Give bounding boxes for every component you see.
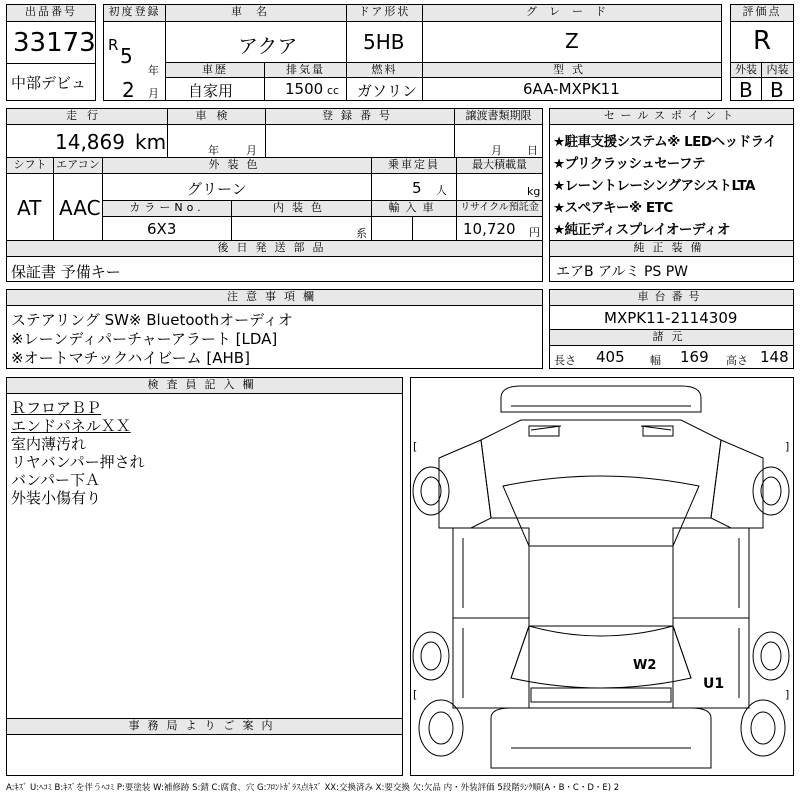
mileage-header: 走行 <box>6 108 168 125</box>
exterior-color-header: 外装色 <box>102 157 372 174</box>
color-number: 6X3 <box>147 220 177 238</box>
reg-month-unit: 月 <box>148 87 159 100</box>
max-load-unit: kg <box>527 185 541 198</box>
import-divider <box>412 216 413 241</box>
later-parts-cell <box>6 256 543 282</box>
int-score-cell <box>761 77 794 101</box>
inspector-line: エンドパネルＸＸ <box>11 417 131 435</box>
shift: AT <box>17 196 42 220</box>
model-header: 型式 <box>422 62 722 78</box>
chassis-number-cell <box>549 305 794 330</box>
shift-header: シフト <box>6 157 54 174</box>
sales-point: ★スペアキー※ ETC <box>553 200 673 216</box>
door-type-cell <box>346 21 423 63</box>
recycle-unit: 円 <box>529 226 540 239</box>
displacement-unit: cc <box>327 84 340 97</box>
interior-color-unit: 系 <box>356 227 367 240</box>
ext-score: B <box>739 78 753 102</box>
mileage: 14,869 <box>55 130 125 154</box>
recycle-header: リサイクル預託金 <box>456 200 543 217</box>
sales-points-cell <box>549 124 794 241</box>
inspector-line: バンパー下Ａ <box>11 471 100 489</box>
transfer-day-unit: 日 <box>527 144 538 157</box>
later-parts: 保証書 予備キー <box>11 263 121 281</box>
note-line: ステアリング SW※ Bluetoothオーディオ <box>11 311 293 329</box>
sales-point: ★レーントレーシングアシストLTA <box>553 178 755 194</box>
note-line: ※レーンディパーチャーアラート [LDA] <box>11 330 278 348</box>
displacement-header: 排気量 <box>264 62 347 78</box>
diagram-bracket: [ <box>413 688 418 701</box>
import-cell <box>371 216 457 241</box>
sales-point: ★純正ディスプレイオーディオ <box>553 222 730 238</box>
max-load-cell <box>456 173 543 201</box>
inspector-cell <box>6 393 403 719</box>
lot-number: 33173 <box>13 28 96 58</box>
transfer-deadline-header: 譲渡書類期限 <box>454 108 543 125</box>
registration-number-header: 登録番号 <box>265 108 455 125</box>
dealer-cell <box>6 63 96 101</box>
import-header: 輸入車 <box>371 200 457 217</box>
car-name-cell <box>165 21 347 63</box>
model-cell <box>422 77 722 101</box>
car-diagram <box>410 377 794 776</box>
recycle-cell <box>456 216 543 241</box>
inspector-line: リヤバンパー押され <box>11 453 145 471</box>
score-cell <box>730 21 794 63</box>
genuine-equipment-header: 純正装備 <box>549 240 794 257</box>
specs-cell <box>549 345 794 369</box>
max-load-header: 最大積載量 <box>456 157 543 174</box>
diagram-bracket: ] <box>785 688 790 701</box>
reg-year: 5 <box>120 44 133 68</box>
color-number-cell <box>102 216 232 241</box>
sales-point: ★プリクラッシュセーフテ <box>553 156 706 172</box>
int-score-header: 内装 <box>761 62 794 78</box>
height-value: 148 <box>760 348 789 366</box>
inspector-bp: ＢＰ <box>71 399 102 417</box>
grade-cell <box>422 21 722 63</box>
legend: A:ｷｽﾞ U:ﾍｺﾐ B:ｷｽﾞを伴うﾍｺﾐ P:要塗装 W:補修跡 S:錆 C:腐食、穴 G:ﾌﾛﾝﾄｶﾞﾗｽ点ｷｽﾞ XX:交換済み X:要交換 欠:欠品 内・外装評価 5段階ﾗﾝｸ順(A・B・C・D・E) 2 <box>6 783 620 793</box>
history-header: 車歴 <box>165 62 265 78</box>
sales-points-header: セールスポイント <box>549 108 794 125</box>
inspector-floor: Ｒフロア <box>11 399 72 417</box>
grade: Z <box>565 29 579 53</box>
later-parts-header: 後日発送部品 <box>6 240 543 257</box>
door-type-header: ドア形状 <box>346 4 423 22</box>
seats-header: 乗車定員 <box>371 157 457 174</box>
length-value: 405 <box>596 348 625 366</box>
mileage-cell <box>6 124 168 158</box>
fuel-header: 燃料 <box>346 62 423 78</box>
ext-score-header: 外装 <box>730 62 762 78</box>
history-cell <box>165 77 265 101</box>
inspection-header: 車検 <box>167 108 266 125</box>
chassis-number-header: 車台番号 <box>549 289 794 306</box>
car-name-header: 車名 <box>165 4 347 22</box>
inspection-year-unit: 年 <box>208 144 219 157</box>
reg-month: 2 <box>122 78 135 102</box>
inspector-header: 検査員記入欄 <box>6 377 403 394</box>
interior-color-cell <box>231 216 372 241</box>
inspection-month-unit: 月 <box>246 144 257 157</box>
genuine-equipment-cell <box>549 256 794 282</box>
grade-header: グレード <box>422 4 722 22</box>
reg-year-unit: 年 <box>148 64 159 77</box>
transfer-month-unit: 月 <box>491 144 502 157</box>
int-score: B <box>770 78 784 102</box>
aircon-header: エアコン <box>53 157 103 174</box>
interior-color-header: 内装色 <box>231 200 372 217</box>
registration-number-cell <box>265 124 455 158</box>
exterior-color-cell <box>102 173 372 201</box>
diagram-mark-w2: W2 <box>633 658 657 673</box>
sales-point: ★駐車支援システム※ LEDヘッドライ <box>553 134 777 150</box>
score-header: 評価点 <box>730 4 794 22</box>
shift-cell <box>6 173 54 241</box>
inspection-cell <box>167 124 266 158</box>
office-cell <box>6 734 403 776</box>
seats: 5 <box>412 179 422 197</box>
first-registration-cell <box>103 21 166 101</box>
exterior-color: グリーン <box>187 180 247 198</box>
inspector-line: 室内薄汚れ <box>11 435 87 453</box>
diagram-bracket: [ <box>413 440 418 453</box>
transfer-deadline-cell <box>454 124 543 158</box>
score: R <box>753 26 772 56</box>
displacement: 1500 <box>285 80 324 98</box>
width-label: 幅 <box>650 354 661 367</box>
recycle-amount: 10,720 <box>463 220 516 238</box>
color-number-header: カラーNo. <box>102 200 232 217</box>
seats-unit: 人 <box>436 184 447 197</box>
office-header: 事務局よりご案内 <box>6 718 403 735</box>
model: 6AA-MXPK11 <box>523 80 620 98</box>
genuine-equipment: エアB アルミ PS PW <box>556 264 689 280</box>
mileage-unit: km <box>135 130 167 154</box>
diagram-bracket: ] <box>785 440 790 453</box>
width-value: 169 <box>680 348 709 366</box>
notes-header: 注意事項欄 <box>6 289 543 306</box>
specs-header: 諸元 <box>549 329 794 346</box>
aircon: AAC <box>59 196 101 220</box>
door-type: 5HB <box>363 30 405 54</box>
height-label: 高さ <box>726 354 748 367</box>
lot-number-header: 出品番号 <box>6 4 96 22</box>
chassis-number: MXPK11-2114309 <box>604 309 738 327</box>
history: 自家用 <box>188 82 234 100</box>
reg-era: R <box>108 36 119 54</box>
car-name: アクア <box>238 34 298 58</box>
displacement-cell <box>264 77 347 101</box>
car-outline-diagram <box>411 378 793 775</box>
seats-cell <box>371 173 457 201</box>
fuel-cell <box>346 77 423 101</box>
length-label: 長さ <box>554 354 576 367</box>
first-registration-header: 初度登録 <box>103 4 166 22</box>
note-line: ※オートマチックハイビーム [AHB] <box>11 349 250 367</box>
lot-number-cell <box>6 21 96 64</box>
ext-score-cell <box>730 77 762 101</box>
inspector-line: 外装小傷有り <box>11 489 102 507</box>
dealer-name: 中部デビュ <box>11 74 87 92</box>
diagram-mark-u1: U1 <box>703 676 725 692</box>
aircon-cell <box>53 173 103 241</box>
notes-cell <box>6 305 543 369</box>
fuel: ガソリン <box>357 82 418 100</box>
